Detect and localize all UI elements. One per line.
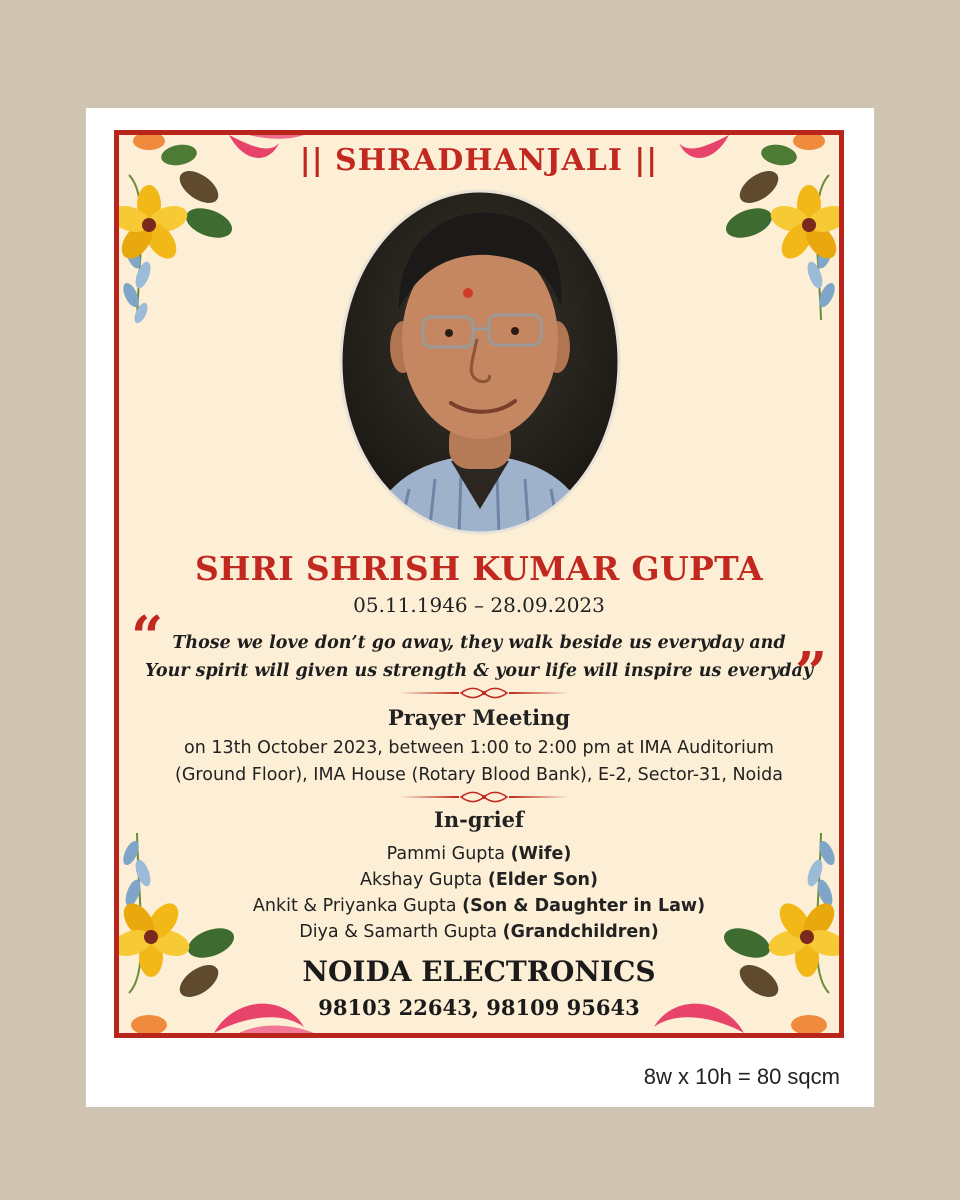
quote-line-1: Those we love don’t go away, they walk beside us everyday and — [172, 633, 786, 653]
close-quote-icon: ” — [795, 640, 828, 706]
prayer-meeting-details — [119, 735, 839, 789]
member-relation: (Grandchildren) — [502, 922, 659, 942]
sponsor-name: NOIDA ELECTRONICS — [302, 955, 656, 988]
tribute-quote — [119, 629, 839, 685]
prayer-meeting-title: Prayer Meeting — [388, 705, 570, 730]
member-relation: (Son & Daughter in Law) — [462, 896, 706, 916]
ornamental-divider — [399, 687, 569, 699]
member-relation: (Elder Son) — [487, 870, 599, 890]
list-item — [119, 919, 839, 945]
ad-sheet — [86, 108, 874, 1107]
deceased-name: SHRI SHRISH KUMAR GUPTA — [194, 549, 764, 588]
ad-size-note: 8w x 10h = 80 sqcm — [643, 1064, 840, 1089]
member-name: Ankit & Priyanka Gupta — [252, 896, 457, 916]
obituary-card — [114, 130, 844, 1038]
sponsor-phones: 98103 22643, 98109 95643 — [318, 995, 640, 1020]
member-name: Diya & Samarth Gupta — [299, 922, 498, 942]
in-grief-title: In-grief — [434, 807, 524, 832]
life-dates: 05.11.1946 – 28.09.2023 — [353, 593, 605, 617]
list-item — [119, 867, 839, 893]
in-grief-list — [119, 841, 839, 945]
member-name: Pammi Gupta — [386, 844, 505, 864]
member-name: Akshay Gupta — [359, 870, 483, 890]
list-item — [119, 893, 839, 919]
meeting-line-1: on 13th October 2023, between 1:00 to 2:00 pm at IMA Auditorium — [184, 738, 774, 758]
member-relation: (Wife) — [510, 844, 572, 864]
quote-line-2: Your spirit will given us strength & your life will inspire us everyday — [144, 661, 814, 681]
portrait-photo — [339, 189, 621, 535]
list-item — [119, 841, 839, 867]
shradhanjali-heading: || SHRADHANJALI || — [299, 143, 659, 178]
meeting-line-2: (Ground Floor), IMA House (Rotary Blood Bank), E-2, Sector-31, Noida — [175, 765, 783, 785]
ornamental-divider — [399, 791, 569, 803]
open-quote-icon: “ — [131, 604, 164, 670]
